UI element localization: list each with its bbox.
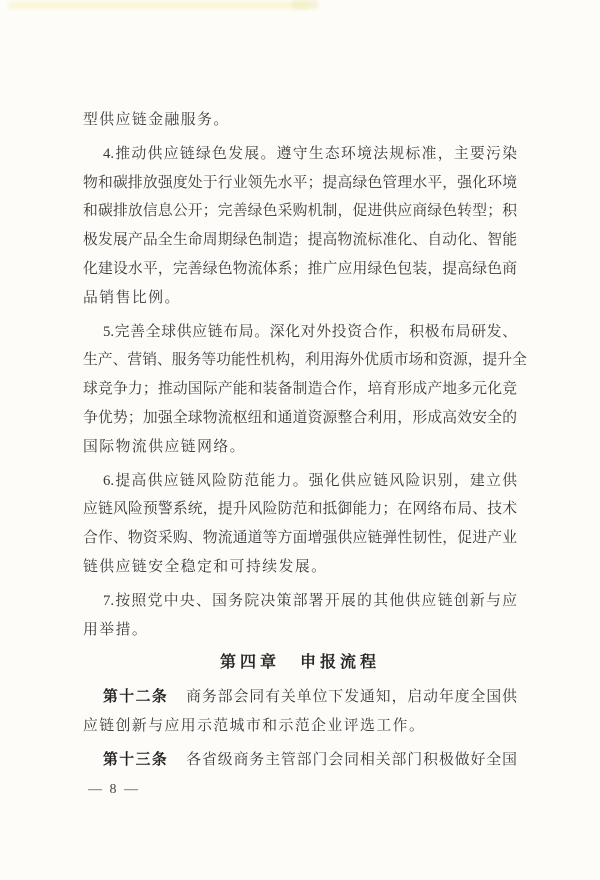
text-line [83, 746, 517, 775]
document-body [83, 106, 527, 775]
text-line: 国际物流供应链网络。 [83, 438, 246, 455]
chapter-heading: 第四章 申报流程 [219, 654, 380, 672]
text-line: 5.完善全球供应链布局。深化对外投资合作，积极布局研发、 [103, 323, 517, 340]
paragraph-item-7 [83, 587, 517, 645]
scan-artifact-streak [8, 2, 308, 9]
paragraph-item-4 [83, 140, 517, 313]
text-line: 和碳排放信息公开；完善绿色采购机制，促进供应商绿色转型；积 [83, 203, 517, 220]
article-13-label: 第十三条 [103, 751, 169, 768]
text-line: 化建设水平，完善绿色物流体系；推广应用绿色包装，提高绿色商 [83, 260, 517, 277]
page-number: — 8 — [88, 782, 140, 797]
paragraph-article-12 [83, 683, 517, 741]
paragraph-item-6 [83, 467, 517, 582]
text-line: 7.按照党中央、国务院决策部署开展的其他供应链创新与应 [103, 592, 517, 609]
text-line: 球竞争力；推动国际产能和装备制造合作，培育形成产地多元化竞 [83, 381, 517, 398]
article-12-label: 第十二条 [103, 689, 169, 706]
text-line: 生产、营销、服务等功能性机构，利用海外优质市场和资源，提升全 [83, 352, 527, 369]
text-line: 4.推动供应链绿色发展。遵守生态环境法规标准，主要污染 [103, 145, 517, 162]
text-line: 用举措。 [83, 621, 149, 638]
text-line: 链供应链安全稳定和可持续发展。 [83, 558, 328, 575]
text-line: 极发展产品全生命周期绿色制造；提高物流标准化、自动化、智能 [83, 232, 517, 249]
article-12-text: 商务部会同有关单位下发通知，启动年度全国供 [186, 689, 517, 706]
text-line [83, 683, 517, 712]
scan-artifact-mark [292, 0, 318, 9]
paragraph-item-5 [83, 318, 527, 462]
text-line: 物和碳排放强度处于行业领先水平；提高绿色管理水平，强化环境 [83, 174, 517, 191]
text-line: 争优势；加强全球物流枢纽和通道资源整合利用，形成高效安全的 [83, 409, 517, 426]
text-line: 应链风险预警系统，提升风险防范和抵御能力；在网络布局、技术 [83, 501, 517, 518]
article-13-text: 各省级商务主管部门会同相关部门积极做好全国 [186, 751, 517, 768]
text-line: 6.提高供应链风险防范能力。强化供应链风险识别，建立供 [103, 472, 517, 489]
paragraph-continuation-line: 型供应链金融服务。 [83, 112, 230, 128]
text-line: 应链创新与应用示范城市和示范企业评选工作。 [83, 717, 426, 734]
text-line: 合作、物资采购、物流通道等方面增强供应链弹性韧性，促进产业 [83, 530, 517, 547]
paragraph-article-13 [83, 746, 517, 775]
text-line: 品销售比例。 [83, 289, 181, 306]
